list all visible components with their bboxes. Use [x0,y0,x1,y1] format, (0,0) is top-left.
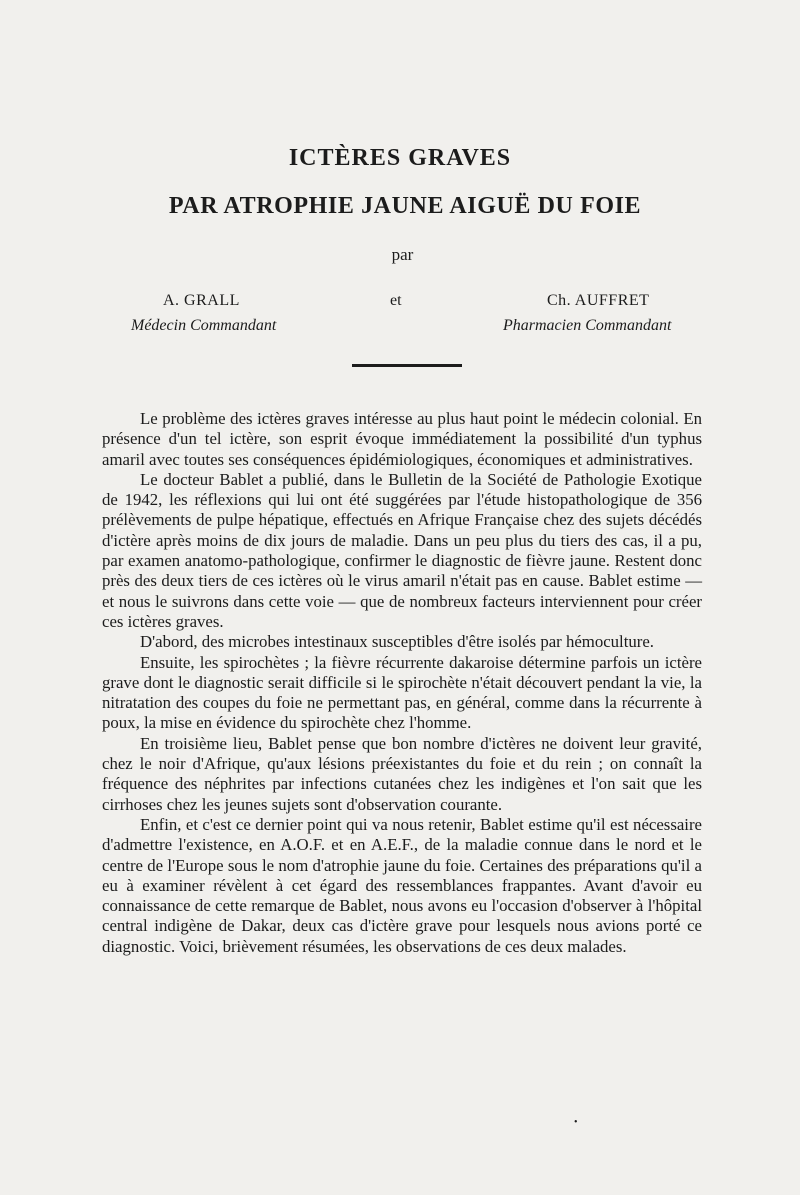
byline-par: par [391,245,414,264]
author-2-name: Ch. AUFFRET [547,292,650,309]
author-1-role: Médecin Commandant [131,317,277,334]
author-1-name: A. GRALL [163,292,240,309]
footer-marker: • [574,1117,578,1128]
author-connector: et [390,292,402,309]
paragraph: Enfin, et c'est ce dernier point qui va nous retenir, Bablet estime qu'il est nécessaire d'admettre l'existence, en A.O.F. et en A.E.F., de la maladie connue dans le nord et le centre de l'Europe sous le nom d'atrophie jaune du foie. Certaines des préparations qu'il a eu à examiner révèlent à cet égard des ressemblances frappantes. Avant d'avoir eu connaissance de cette remarque de Bablet, nous avons eu l'occasion d'observer à l'hôpital central indigène de Dakar, deux cas d'ictère grave pour lesquels nous avions porté ce diagnostic. Voici, brièvement résumées, les observations de ces deux malades. [102,814,702,956]
paragraph: En troisième lieu, Bablet pense que bon nombre d'ictères ne doivent leur gravité, chez le noir d'Afrique, qu'aux lésions préexistantes du foie et du rein ; on connaît la fréquence des néphrites par infections cutanées chez les indigènes et l'on sait que les cirrhoses chez les jeunes sujets sont d'observation courante. [102,733,702,814]
paragraph: Le docteur Bablet a publié, dans le Bulletin de la Société de Pathologie Exotique de 1942, les réflexions qui lui ont été suggérées par l'étude histopathologique de 356 prélèvements de pulpe hépatique, effectués en Afrique Française chez des sujets décédés d'ictère après moins de dix jours de maladie. Dans un peu plus du tiers des cas, il a pu, par examen anatomo-pathologique, confirmer le diagnostic de fièvre jaune. Restent donc près des deux tiers de ces ictères où le virus amaril n'était pas en cause. Bablet estime — et nous le suivrons dans cette voie — que de nombreux facteurs interviennent pour créer ces ictères graves. [102,469,702,631]
author-2-role: Pharmacien Commandant [503,317,672,334]
paragraph: Le problème des ictères graves intéresse au plus haut point le médecin colonial. En présence d'un tel ictère, son esprit évoque immédiatement la possibilité d'un typhus amaril avec toutes ses conséquences épidémiologiques, économiques et administratives. [102,409,702,469]
article-body [102,409,702,957]
title-line-1: ICTÈRES GRAVES [288,145,512,171]
paragraph: Ensuite, les spirochètes ; la fièvre récurrente dakaroise détermine parfois un ictère grave dont le diagnostic serait difficile si le spirochète n'était découvert pendant la vie, la nitratation des coupes du foie ne permettant pas, en général, comme dans la récurrente à poux, la mise en évidence du spirochète chez l'homme. [102,652,702,733]
title-line-2: PAR ATROPHIE JAUNE AIGUË DU FOIE [168,193,642,219]
separator-rule [352,364,462,367]
paragraph: D'abord, des microbes intestinaux susceptibles d'être isolés par hémoculture. [140,632,655,652]
